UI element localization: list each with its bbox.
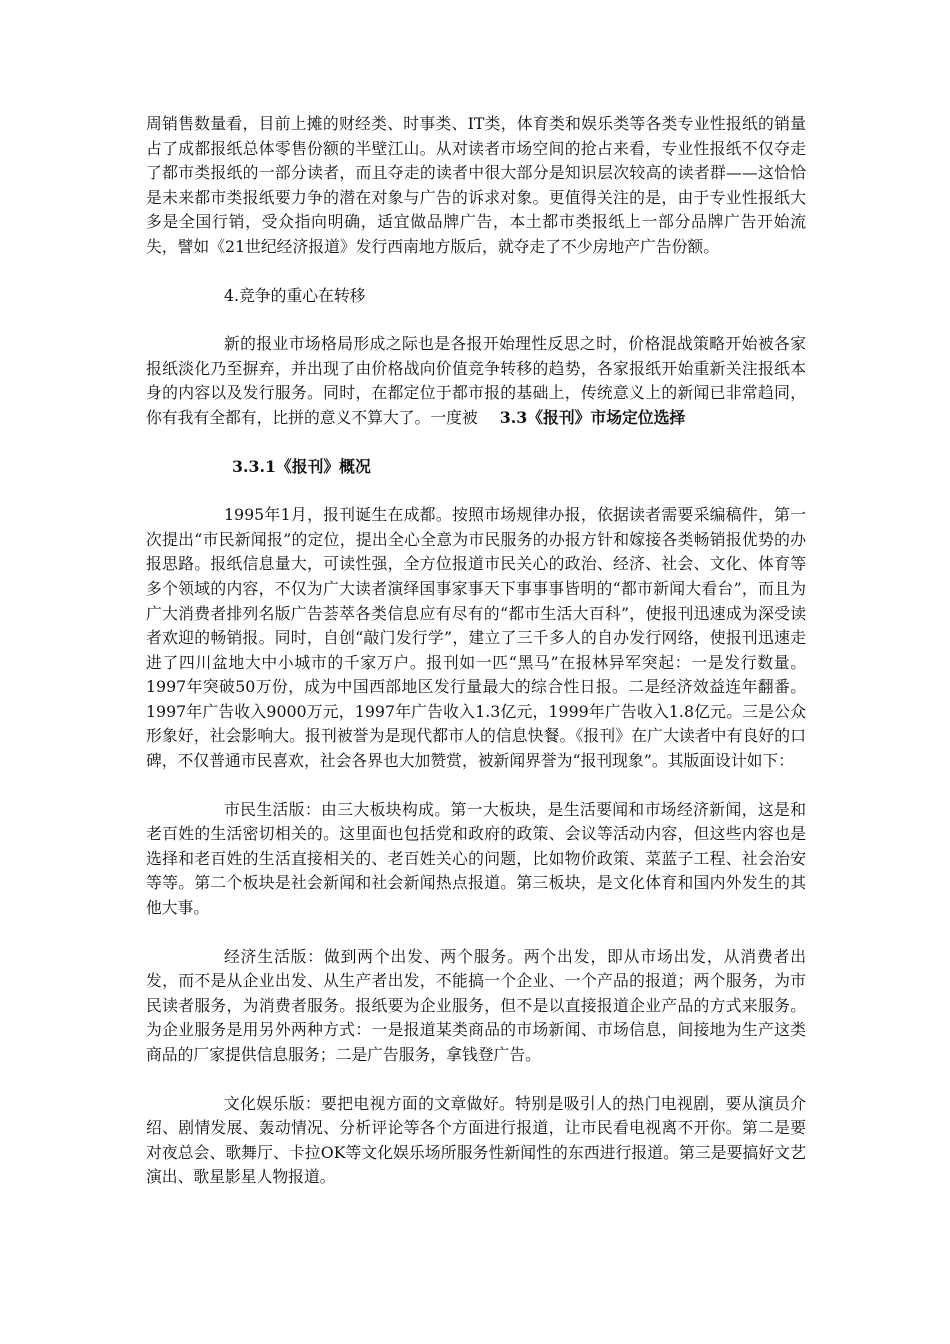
paragraph-economic-life-page: 经济生活版：做到两个出发、两个服务。两个出发，即从市场出发，从消费者出发，而不是从企业出发、从生产者出发，不能搞一个企业、一个产品的报道；两个服务，为市民读者服务，为消费者服务。报纸要为企业服务，但不是以直接报道企业产品的方式来服务。为企业服务是用另外两种方式：一是报道某类商品的市场新闻、市场信息，间接地为生产这类商品的厂家提供信息服务；二是广告服务，拿钱登广告。	[146, 946, 806, 1064]
paragraph-culture-entertainment-page: 文化娱乐版：要把电视方面的文章做好。特别是吸引人的热门电视剧，要从演员介绍、剧情发展、轰动情况、分析评论等各个方面进行报道，让市民看电视离不开你。第二是要对夜总会、歌舞厅、卡拉OK等文化娱乐场所服务性新闻性的东西进行报道。第三是要搞好文艺演出、歌星影星人物报道。	[146, 1093, 806, 1187]
paragraph-market-share: 周销售数量看，目前上摊的财经类、时事类、IT类，体育类和娱乐类等各类专业性报纸的销量占了成都报纸总体零售份额的半壁江山。从对读者市场空间的抢占来看，专业性报纸不仅夺走了都市类报纸的一部分读者，而且夺走的读者中很大部分是知识层次较高的读者群——这恰恰是未来都市类报纸要力争的潜在对象与广告的诉求对象。更值得关注的是，由于专业性报纸大多是全国行销，受众指向明确，适宜做品牌广告，本土都市类报纸上一部分品牌广告开始流失，譬如《21世纪经济报道》发行西南地方版后，就夺走了不少房地产广告份额。	[146, 114, 806, 256]
document-page	[146, 112, 806, 1214]
subsection-heading-overview: 3.3.1《报刊》概况	[232, 456, 371, 476]
section-heading-competition-shift: 4.竞争的重心在转移	[224, 285, 366, 305]
paragraph-competition-shift	[146, 332, 806, 430]
paragraph-overview: 1995年1月，报刊诞生在成都。按照市场规律办报，依据读者需要采编稿件，第一次提出“市民新闻报”的定位，提出全心全意为市民服务的办报方针和嫁接各类畅销报优势的办报思路。报纸信息量大，可读性强，全方位报道市民关心的政治、经济、社会、文化、体育等多个领域的内容，不仅为广大读者演绎国事家事天下事事事皆明的“都市新闻大看台”，而且为广大消费者排列名版广告荟萃各类信息应有尽有的“都市生活大百科”，使报刊迅速成为深受读者欢迎的畅销报。同时，自创“敲门发行学”，建立了三千多人的自办发行网络，使报刊迅速走进了四川盆地大中小城市的千家万户。报刊如一匹“黑马”在报林异军突起：一是发行数量。1997年突破50万份，成为中国西部地区发行量最大的综合性日报。二是经济效益连年翻番。1997年广告收入9000万元，1997年广告收入1.3亿元，1999年广告收入1.8亿元。三是公众形象好，社会影响大。报刊被誉为是现代都市人的信息快餐。《报刊》在广大读者中有良好的口碑，不仅普通市民喜欢，社会各界也大加赞赏，被新闻界誉为“报刊现象”。其版面设计如下：	[146, 505, 806, 771]
paragraph-citizen-life-page: 市民生活版：由三大板块构成。第一大板块，是生活要闻和市场经济新闻，这是和老百姓的生活密切相关的。这里面也包括党和政府的政策、会议等活动内容，但这些内容也是选择和老百姓的生活直接相关的、老百姓关心的问题，比如物价政策、菜蓝子工程、社会治安等等。第二个板块是社会新闻和社会新闻热点报道。第三板块，是文化体育和国内外发生的其他大事。	[146, 799, 806, 918]
section-heading-market-positioning: 3.3《报刊》市场定位选择	[499, 407, 686, 427]
paragraph-competition-shift-text: 新的报业市场格局形成之际也是各报开始理性反思之时，价格混战策略开始被各家报纸淡化乃至摒弃，并出现了由价格战向价值竞争转移的趋势，各家报纸开始重新关注报纸本身的内容以及发行服务。同时，在都定位于都市报的基础上，传统意义上的新闻已非常趋同，你有我有全都有，比拼的意义不算大了。一度被	[146, 334, 806, 427]
